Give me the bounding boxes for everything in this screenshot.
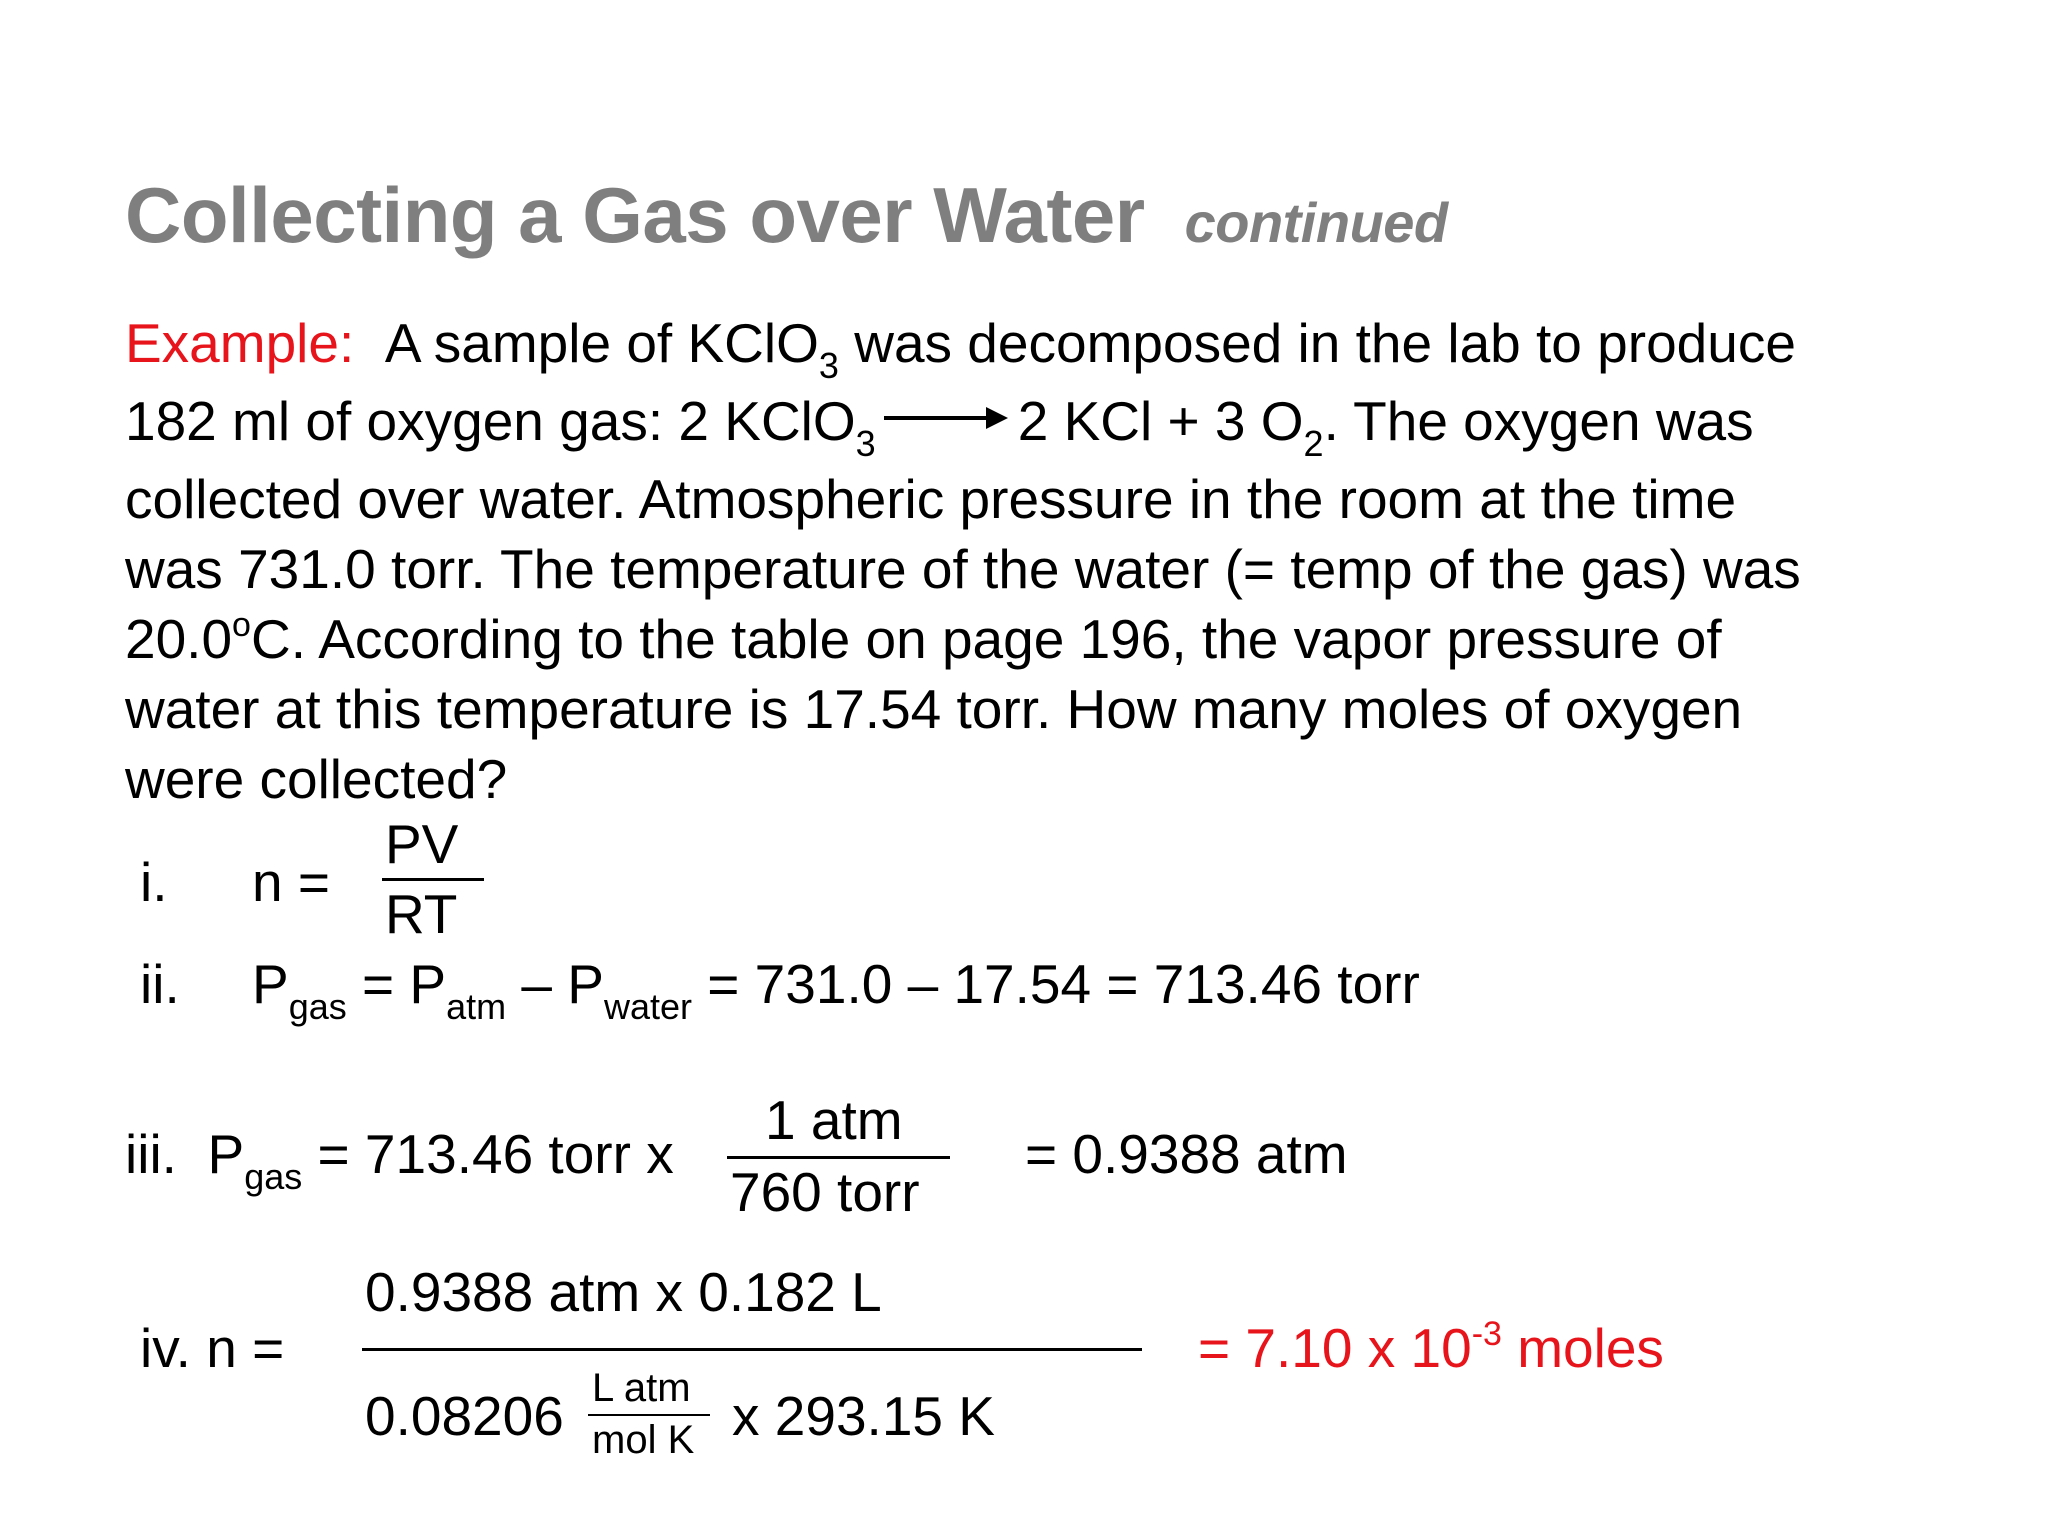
step-iv-unit-denominator: mol K: [592, 1418, 695, 1462]
example-label: Example:: [125, 312, 355, 374]
slide-title: [125, 170, 1448, 261]
step-iii-denominator: 760 torr: [730, 1161, 920, 1223]
step-i-numerator: PV: [385, 813, 459, 875]
title-suffix: continued: [1184, 191, 1448, 254]
example-line-7: were collected?: [125, 748, 508, 810]
step-iv-unit-fraction-bar: [588, 1414, 710, 1416]
title-main: Collecting a Gas over Water: [125, 171, 1145, 259]
example-line-1: Example: A sample of KClO$_3$ was decomposed in the lab to produce: [125, 312, 1796, 386]
step-iii-result: = 0.9388 atm: [1025, 1123, 1348, 1185]
step-iii-fraction-bar: [727, 1156, 950, 1159]
step-i-label: i.: [140, 851, 168, 913]
step-iv-result: = 7.10 x $10^{-3}$ moles: [1198, 1315, 1664, 1379]
step-iv-label: iv. n =: [140, 1317, 285, 1379]
step-iv-fraction-bar: [362, 1348, 1142, 1351]
reaction-arrow-icon: [884, 416, 1004, 420]
example-line-3: collected over water. Atmospheric pressure in the room at the time: [125, 468, 1737, 530]
example-line-2: 182 ml of oxygen gas: 2 KClO$_3$ 2 KCl + 3 $O_2$. The oxygen was: [125, 390, 1754, 464]
example-line-5: 20.0$^o$C. According to the table on page 196, the vapor pressure of: [125, 606, 1722, 670]
step-i-denominator: RT: [385, 883, 458, 945]
step-iii-numerator: 1 atm: [765, 1089, 903, 1151]
step-iv-denominator-a: 0.08206: [365, 1385, 564, 1447]
step-i-lhs: n =: [252, 851, 330, 913]
step-iii-equation: iii. $P_{gas} = 713.46$ torr x: [125, 1123, 674, 1197]
step-iv-unit-numerator: L atm: [592, 1366, 691, 1410]
step-i-fraction-bar: [382, 878, 484, 881]
example-line-4: was 731.0 torr. The temperature of the water (= temp of the gas) was: [125, 538, 1801, 600]
step-iv-denominator-b: x 293.15 K: [732, 1385, 995, 1447]
example-line-6: water at this temperature is 17.54 torr. How many moles of oxygen: [125, 678, 1743, 740]
step-ii-label: ii.: [140, 953, 180, 1015]
step-iv-numerator: 0.9388 atm x 0.182 L: [365, 1261, 882, 1323]
step-ii-equation: $P_{gas} = P_{atm} - P_{water} = 731.0 - 17.54 = 713.46$ torr: [252, 953, 1420, 1027]
